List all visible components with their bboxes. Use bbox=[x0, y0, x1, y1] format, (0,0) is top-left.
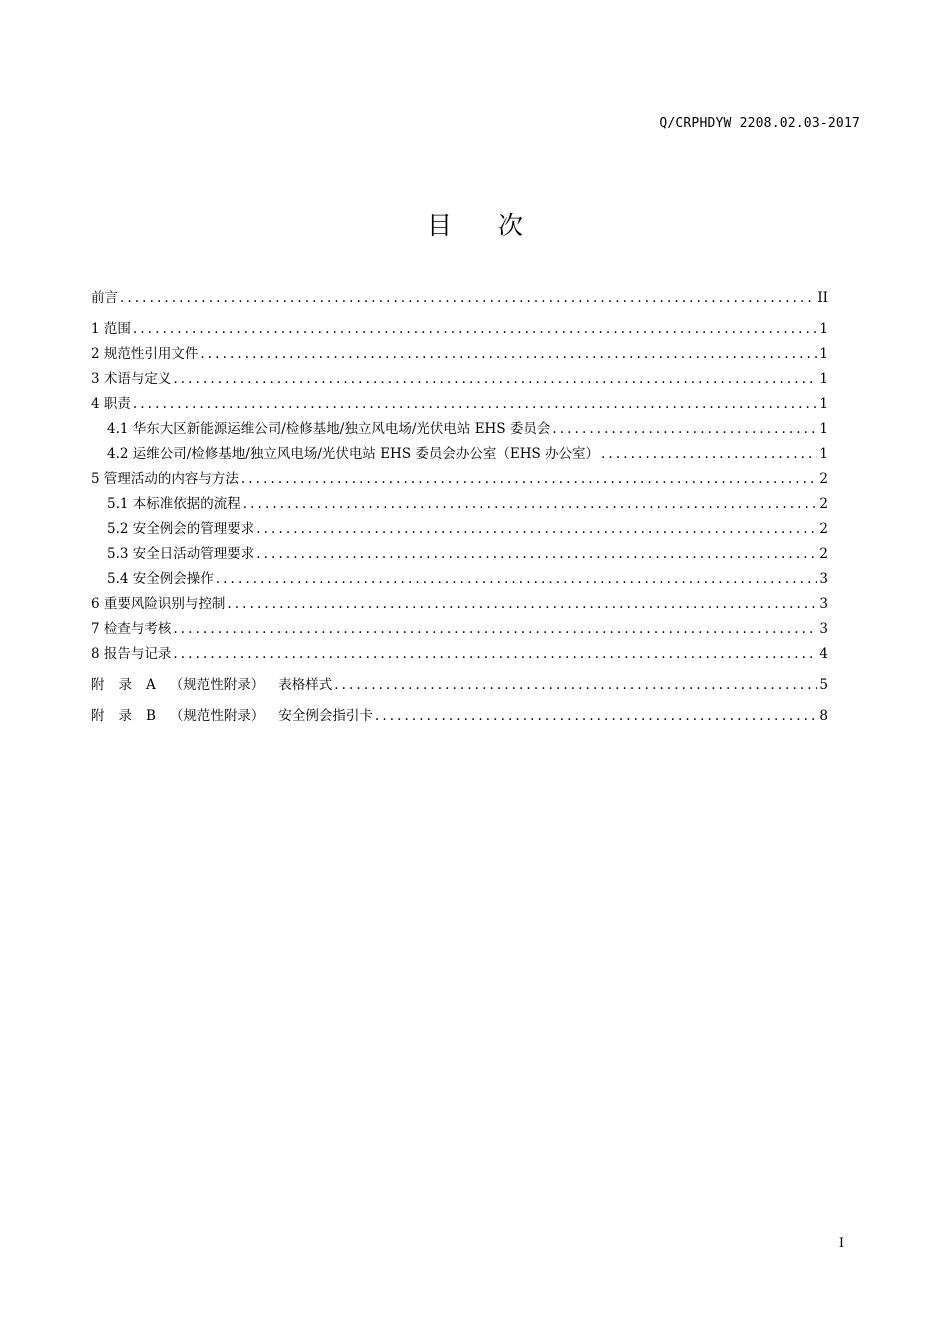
toc-leader-dots bbox=[241, 467, 818, 492]
toc-entry-5[interactable] bbox=[91, 467, 828, 492]
toc-entry-label: 5.1 本标准依据的流程 bbox=[107, 496, 241, 512]
toc-entry-page: 8 bbox=[819, 708, 828, 724]
toc-entry-appendix-b[interactable] bbox=[91, 704, 828, 729]
toc-leader-dots bbox=[256, 517, 817, 542]
toc-entry-label: 5.2 安全例会的管理要求 bbox=[107, 521, 255, 537]
toc-leader-dots bbox=[120, 286, 815, 311]
toc-leader-dots bbox=[173, 617, 817, 642]
appendix-word: 录 bbox=[118, 708, 132, 724]
toc-entry-1[interactable] bbox=[91, 317, 828, 342]
toc-entry-appendix-a[interactable] bbox=[91, 673, 828, 698]
toc-entry-4-2[interactable] bbox=[91, 442, 828, 467]
toc-entry-label: 4 职责 bbox=[91, 396, 131, 412]
table-of-contents bbox=[91, 286, 828, 729]
toc-leader-dots bbox=[133, 317, 818, 342]
toc-entry-page: 1 bbox=[819, 446, 828, 462]
toc-leader-dots bbox=[173, 642, 817, 667]
toc-entry-4-1[interactable] bbox=[91, 417, 828, 442]
toc-leader-dots bbox=[375, 704, 817, 729]
toc-entry-7[interactable] bbox=[91, 617, 828, 642]
toc-entry-8[interactable] bbox=[91, 642, 828, 667]
page-number: I bbox=[838, 1236, 844, 1251]
toc-entry-2[interactable] bbox=[91, 342, 828, 367]
document-code: Q/CRPHDYW 2208.02.03-2017 bbox=[659, 116, 860, 131]
toc-entry-page: 1 bbox=[819, 371, 828, 387]
appendix-word: 录 bbox=[118, 677, 132, 693]
toc-entry-page: II bbox=[817, 290, 828, 306]
appendix-word: 附 bbox=[91, 677, 105, 693]
title-char-1: 目 bbox=[426, 211, 452, 240]
appendix-letter: A bbox=[146, 677, 156, 693]
toc-entry-page: 1 bbox=[819, 346, 828, 362]
appendix-type: （规范性附录） bbox=[169, 708, 265, 724]
toc-entry-label bbox=[91, 704, 373, 729]
toc-entry-label: 前言 bbox=[91, 290, 118, 306]
toc-entry-label: 4.2 运维公司/检修基地/独立风电场/光伏电站 EHS 委员会办公室（EHS 办公室） bbox=[107, 446, 600, 462]
toc-entry-page: 1 bbox=[819, 421, 828, 437]
appendix-title: 安全例会指引卡 bbox=[278, 708, 373, 724]
toc-entry-page: 1 bbox=[819, 321, 828, 337]
toc-entry-page: 2 bbox=[819, 521, 828, 537]
toc-leader-dots bbox=[173, 367, 817, 392]
toc-leader-dots bbox=[601, 442, 817, 467]
page-title bbox=[0, 206, 950, 242]
toc-entry-foreword[interactable] bbox=[91, 286, 828, 311]
toc-entry-5-1[interactable] bbox=[91, 492, 828, 517]
toc-entry-3[interactable] bbox=[91, 367, 828, 392]
toc-entry-label: 6 重要风险识别与控制 bbox=[91, 596, 226, 612]
title-char-2: 次 bbox=[498, 211, 524, 240]
toc-entry-page: 3 bbox=[819, 571, 828, 587]
toc-entry-6[interactable] bbox=[91, 592, 828, 617]
toc-leader-dots bbox=[334, 673, 817, 698]
toc-entry-5-2[interactable] bbox=[91, 517, 828, 542]
toc-entry-4[interactable] bbox=[91, 392, 828, 417]
appendix-title: 表格样式 bbox=[278, 677, 333, 693]
toc-leader-dots bbox=[200, 342, 817, 367]
toc-entry-label: 7 检查与考核 bbox=[91, 621, 172, 637]
toc-entry-label: 2 规范性引用文件 bbox=[91, 346, 199, 362]
toc-entry-page: 2 bbox=[819, 546, 828, 562]
toc-entry-page: 1 bbox=[819, 396, 828, 412]
toc-entry-5-4[interactable] bbox=[91, 567, 828, 592]
toc-leader-dots bbox=[552, 417, 817, 442]
toc-entry-label bbox=[91, 673, 332, 698]
toc-entry-page: 4 bbox=[819, 646, 828, 662]
toc-entry-page: 3 bbox=[819, 596, 828, 612]
toc-entry-page: 2 bbox=[819, 471, 828, 487]
toc-entry-label: 5 管理活动的内容与方法 bbox=[91, 471, 239, 487]
appendix-letter: B bbox=[146, 708, 156, 724]
toc-leader-dots bbox=[216, 567, 818, 592]
appendix-type: （规范性附录） bbox=[169, 677, 265, 693]
appendix-word: 附 bbox=[91, 708, 105, 724]
toc-entry-label: 5.4 安全例会操作 bbox=[107, 571, 214, 587]
toc-entry-page: 3 bbox=[819, 621, 828, 637]
toc-leader-dots bbox=[227, 592, 817, 617]
toc-entry-label: 1 范围 bbox=[91, 321, 131, 337]
toc-entry-5-3[interactable] bbox=[91, 542, 828, 567]
toc-entry-label: 8 报告与记录 bbox=[91, 646, 172, 662]
toc-entry-label: 3 术语与定义 bbox=[91, 371, 172, 387]
toc-entry-label: 4.1 华东大区新能源运维公司/检修基地/独立风电场/光伏电站 EHS 委员会 bbox=[107, 421, 551, 437]
toc-entry-page: 5 bbox=[819, 677, 828, 693]
toc-entry-page: 2 bbox=[819, 496, 828, 512]
toc-leader-dots bbox=[256, 542, 817, 567]
toc-leader-dots bbox=[133, 392, 818, 417]
toc-leader-dots bbox=[243, 492, 818, 517]
toc-entry-label: 5.3 安全日活动管理要求 bbox=[107, 546, 255, 562]
